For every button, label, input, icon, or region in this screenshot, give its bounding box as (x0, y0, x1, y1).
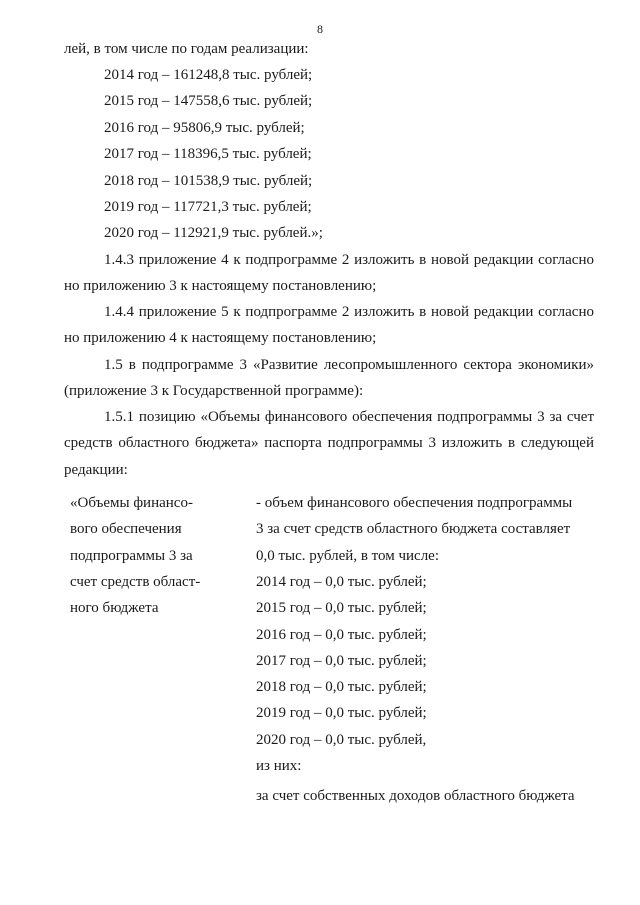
item-1-5-line-2: (приложение 3 к Государственной программе): (64, 383, 364, 399)
year-line: 2016 год – 95806,9 тыс. рублей; (104, 120, 305, 136)
table-right-line: 2020 год – 0,0 тыс. рублей, (256, 732, 427, 748)
table-right-line: 2015 год – 0,0 тыс. рублей; (256, 600, 427, 616)
page-number: 8 (317, 22, 323, 36)
table-right-line: 0,0 тыс. рублей, в том числе: (256, 548, 440, 564)
table-left-line: счет средств област- (70, 574, 201, 590)
year-line: 2019 год – 117721,3 тыс. рублей; (104, 199, 312, 215)
table-right-line: из них: (256, 758, 302, 774)
item-1-5-line-1: 1.5 в подпрограмме 3 «Развитие лесопромышленного сектора экономики» (104, 357, 594, 373)
item-1-5-1-line-3: редакции: (64, 462, 128, 478)
item-1-4-3-line-1: 1.4.3 приложение 4 к подпрограмме 2 изложить в новой редакции согласно (104, 252, 594, 268)
year-line: 2014 год – 161248,8 тыс. рублей; (104, 67, 313, 83)
item-1-4-4-line-2: но приложению 4 к настоящему постановлению; (64, 330, 377, 346)
table-left-line: вого обеспечения (70, 521, 182, 537)
year-line: 2015 год – 147558,6 тыс. рублей; (104, 93, 313, 109)
table-right-line: - объем финансового обеспечения подпрограммы (256, 495, 573, 511)
item-1-5-1-line-2: средств областного бюджета» паспорта подпрограммы 3 изложить в следующей (64, 435, 594, 451)
table-left-line: подпрограммы 3 за (70, 548, 193, 564)
table-right-line: за счет собственных доходов областного бюджета (256, 788, 575, 804)
intro-continuation: лей, в том числе по годам реализации: (64, 41, 309, 57)
table-right-line: 2016 год – 0,0 тыс. рублей; (256, 627, 427, 643)
table-left-line: «Объемы финансо- (70, 495, 193, 511)
item-1-5-1-line-1: 1.5.1 позицию «Объемы финансового обеспечения подпрограммы 3 за счет (104, 409, 594, 425)
table-left-line: ного бюджета (70, 600, 159, 616)
table-right-line: 3 за счет средств областного бюджета составляет (256, 521, 571, 537)
table-right-line: 2019 год – 0,0 тыс. рублей; (256, 705, 427, 721)
year-line: 2017 год – 118396,5 тыс. рублей; (104, 146, 312, 162)
table-right-line: 2017 год – 0,0 тыс. рублей; (256, 653, 427, 669)
item-1-4-3-line-2: но приложению 3 к настоящему постановлению; (64, 278, 377, 294)
year-line: 2020 год – 112921,9 тыс. рублей.»; (104, 225, 323, 241)
table-right-line: 2014 год – 0,0 тыс. рублей; (256, 574, 427, 590)
item-1-4-4-line-1: 1.4.4 приложение 5 к подпрограмме 2 изложить в новой редакции согласно (104, 304, 594, 320)
year-line: 2018 год – 101538,9 тыс. рублей; (104, 173, 313, 189)
table-right-line: 2018 год – 0,0 тыс. рублей; (256, 679, 427, 695)
